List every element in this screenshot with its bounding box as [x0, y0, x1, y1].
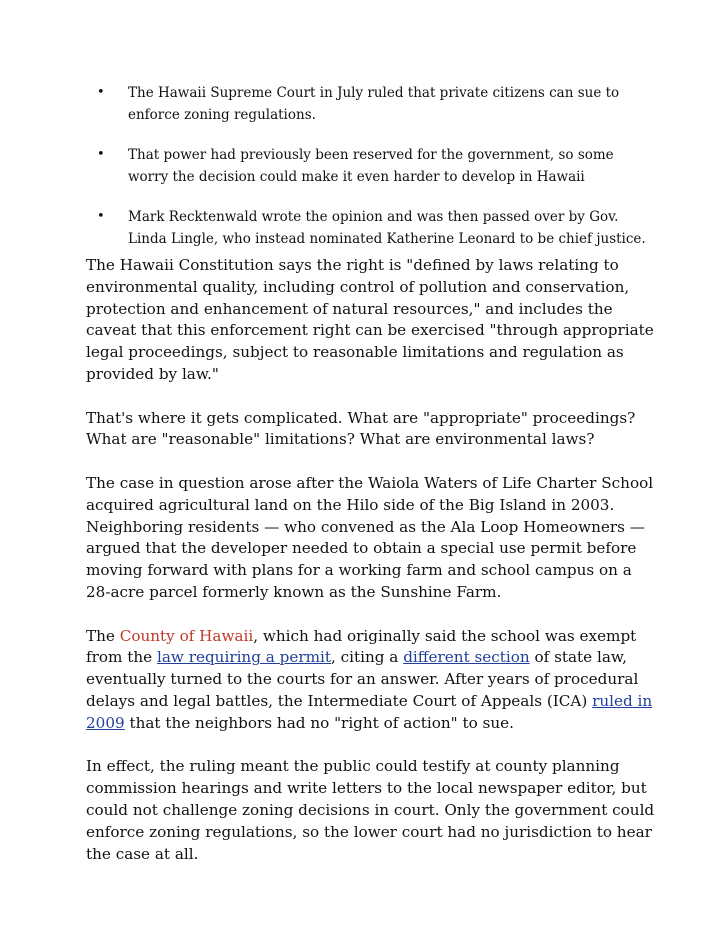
text-run: that the neighbors had no "right of action" to sue. [124, 713, 514, 732]
text-run: of state law, eventually turned to the courts for an answer. After years of procedural delays and legal battles, the Intermediate Court of Appeals (ICA) [86, 648, 639, 710]
ruled-in-2009-link[interactable]: ruled in 2009 [86, 691, 653, 732]
bullet-item [0, 82, 648, 126]
paragraph-case-background: The case in question arose after the Waiola Waters of Life Charter School acquired agricultural land on the Hilo side of the Big Island in 2003. Neighboring residents — who convened as the Ala Loop Homeowners — argued that the developer needed to obtain a special use permit before moving forward with plans for a working farm and school campus on a 28-acre parcel formerly known as the Sunshine Farm. [86, 473, 654, 601]
summary-bullet-list [0, 82, 728, 250]
article-body [86, 255, 656, 865]
text-run: , which had originally said the school was exempt from the [86, 626, 637, 667]
law-requiring-permit-link[interactable]: law requiring a permit [156, 648, 331, 667]
bullet-icon: • [97, 147, 105, 162]
paragraph-constitution: The Hawaii Constitution says the right is "defined by laws relating to environmental quality, including control of pollution and conservation, protection and enhancement of natural resources," and includes the caveat that this enforcement right can be exercised "through appropriate legal proceedings, subject to reasonable limitations and regulation as provided by law." [86, 256, 654, 383]
paragraph-complications: That's where it gets complicated. What are "appropriate" proceedings? What are "reasonable" limitations? What are environmental laws? [86, 408, 636, 449]
paragraph-county-ruling [86, 626, 656, 735]
bullet-text: Mark Recktenwald wrote the opinion and was then passed over by Gov. Linda Lingle, who instead nominated Katherine Leonard to be chief justice. [128, 209, 646, 247]
bullet-text: The Hawaii Supreme Court in July ruled that private citizens can sue to enforce zoning regulations. [128, 85, 620, 123]
text-run: , citing a [330, 648, 404, 667]
bullet-item [0, 144, 648, 188]
bullet-icon: • [97, 85, 105, 100]
bullet-icon: • [97, 209, 105, 224]
paragraph-effect: In effect, the ruling meant the public could testify at county planning commission hearings and write letters to the local newspaper editor, but could not challenge zoning decisions in court. Only the government could enforce zoning regulations, so the lower court had no jurisdiction to hear the case at all. [86, 757, 655, 863]
different-section-link[interactable]: different section [403, 648, 530, 667]
bullet-item [0, 206, 648, 250]
county-of-hawaii-link[interactable]: County of Hawaii [119, 626, 254, 645]
text-run: The [86, 626, 120, 645]
bullet-text: That power had previously been reserved for the government, so some worry the decision could make it even harder to develop in Hawaii [128, 147, 614, 185]
